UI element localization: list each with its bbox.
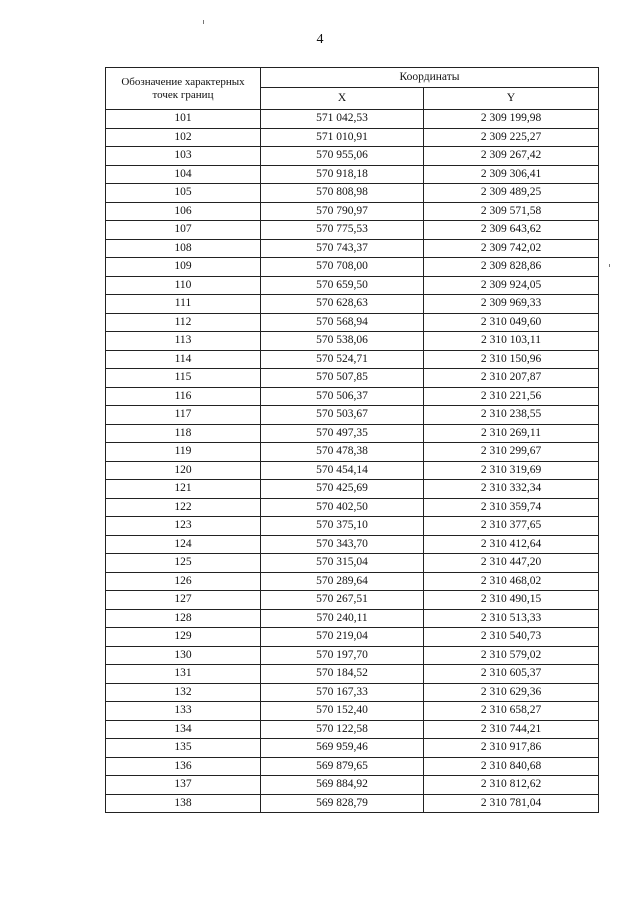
table-row <box>106 406 599 425</box>
cell-x: 570 507,85 <box>261 369 424 388</box>
cell-point: 134 <box>106 720 261 739</box>
cell-y: 2 310 812,62 <box>424 776 599 795</box>
table-row <box>106 480 599 499</box>
cell-point: 129 <box>106 628 261 647</box>
table-row <box>106 387 599 406</box>
table-row <box>106 147 599 166</box>
cell-point: 115 <box>106 369 261 388</box>
table-row <box>106 461 599 480</box>
cell-y: 2 310 781,04 <box>424 794 599 813</box>
cell-point: 114 <box>106 350 261 369</box>
cell-y: 2 310 103,11 <box>424 332 599 351</box>
cell-x: 569 884,92 <box>261 776 424 795</box>
table-row <box>106 757 599 776</box>
cell-y: 2 310 540,73 <box>424 628 599 647</box>
cell-y: 2 309 742,02 <box>424 239 599 258</box>
table-row <box>106 739 599 758</box>
cell-y: 2 309 225,27 <box>424 128 599 147</box>
table-row <box>106 535 599 554</box>
cell-point: 109 <box>106 258 261 277</box>
cell-x: 570 343,70 <box>261 535 424 554</box>
cell-x: 570 289,64 <box>261 572 424 591</box>
cell-x: 570 955,06 <box>261 147 424 166</box>
cell-point: 135 <box>106 739 261 758</box>
cell-x: 570 790,97 <box>261 202 424 221</box>
cell-point: 127 <box>106 591 261 610</box>
cell-point: 132 <box>106 683 261 702</box>
cell-point: 130 <box>106 646 261 665</box>
cell-point: 103 <box>106 147 261 166</box>
cell-point: 110 <box>106 276 261 295</box>
cell-x: 570 708,00 <box>261 258 424 277</box>
cell-x: 569 828,79 <box>261 794 424 813</box>
table-row <box>106 776 599 795</box>
cell-y: 2 309 199,98 <box>424 110 599 129</box>
cell-x: 570 454,14 <box>261 461 424 480</box>
cell-point: 120 <box>106 461 261 480</box>
cell-point: 124 <box>106 535 261 554</box>
cell-y: 2 310 269,11 <box>424 424 599 443</box>
cell-y: 2 310 049,60 <box>424 313 599 332</box>
cell-y: 2 309 489,25 <box>424 184 599 203</box>
page-number: 4 <box>316 32 324 47</box>
table-body <box>106 110 599 813</box>
cell-x: 570 743,37 <box>261 239 424 258</box>
cell-point: 138 <box>106 794 261 813</box>
table-row <box>106 683 599 702</box>
cell-y: 2 309 306,41 <box>424 165 599 184</box>
cell-x: 570 503,67 <box>261 406 424 425</box>
cell-x: 570 478,38 <box>261 443 424 462</box>
cell-y: 2 310 447,20 <box>424 554 599 573</box>
cell-y: 2 310 490,15 <box>424 591 599 610</box>
cell-y: 2 309 924,05 <box>424 276 599 295</box>
cell-y: 2 310 332,34 <box>424 480 599 499</box>
cell-y: 2 310 238,55 <box>424 406 599 425</box>
cell-x: 570 425,69 <box>261 480 424 499</box>
cell-x: 570 659,50 <box>261 276 424 295</box>
cell-point: 123 <box>106 517 261 536</box>
cell-point: 137 <box>106 776 261 795</box>
cell-y: 2 309 643,62 <box>424 221 599 240</box>
coordinates-table <box>105 67 599 813</box>
cell-y: 2 310 629,36 <box>424 683 599 702</box>
table-row <box>106 591 599 610</box>
cell-point: 111 <box>106 295 261 314</box>
cell-x: 570 152,40 <box>261 702 424 721</box>
table-row <box>106 609 599 628</box>
table-row <box>106 276 599 295</box>
table-row <box>106 369 599 388</box>
cell-point: 105 <box>106 184 261 203</box>
table-row <box>106 332 599 351</box>
cell-y: 2 310 579,02 <box>424 646 599 665</box>
cell-point: 113 <box>106 332 261 351</box>
scan-mark-top <box>203 20 204 24</box>
cell-x: 570 918,18 <box>261 165 424 184</box>
cell-y: 2 310 150,96 <box>424 350 599 369</box>
cell-y: 2 310 917,86 <box>424 739 599 758</box>
table-row <box>106 498 599 517</box>
table-row <box>106 350 599 369</box>
cell-point: 112 <box>106 313 261 332</box>
table-row <box>106 258 599 277</box>
cell-point: 102 <box>106 128 261 147</box>
cell-x: 570 219,04 <box>261 628 424 647</box>
cell-point: 133 <box>106 702 261 721</box>
cell-y: 2 310 359,74 <box>424 498 599 517</box>
cell-x: 570 122,58 <box>261 720 424 739</box>
cell-point: 131 <box>106 665 261 684</box>
cell-x: 569 879,65 <box>261 757 424 776</box>
cell-x: 570 775,53 <box>261 221 424 240</box>
cell-point: 121 <box>106 480 261 499</box>
cell-x: 569 959,46 <box>261 739 424 758</box>
table-row <box>106 184 599 203</box>
header-point-label: Обозначение характерных точек границ <box>106 68 261 110</box>
cell-y: 2 309 969,33 <box>424 295 599 314</box>
cell-y: 2 310 207,87 <box>424 369 599 388</box>
cell-point: 122 <box>106 498 261 517</box>
table-row <box>106 202 599 221</box>
table-row <box>106 443 599 462</box>
scan-mark-right <box>609 264 610 267</box>
cell-y: 2 310 513,33 <box>424 609 599 628</box>
cell-point: 126 <box>106 572 261 591</box>
cell-x: 571 042,53 <box>261 110 424 129</box>
cell-y: 2 310 658,27 <box>424 702 599 721</box>
cell-x: 570 197,70 <box>261 646 424 665</box>
header-coordinates: Координаты <box>261 68 599 88</box>
cell-x: 570 167,33 <box>261 683 424 702</box>
table-row <box>106 702 599 721</box>
table-row <box>106 165 599 184</box>
cell-point: 117 <box>106 406 261 425</box>
header-x: X <box>261 88 424 110</box>
table-row <box>106 313 599 332</box>
table-row <box>106 554 599 573</box>
cell-x: 571 010,91 <box>261 128 424 147</box>
table-row <box>106 221 599 240</box>
table-row <box>106 628 599 647</box>
cell-x: 570 402,50 <box>261 498 424 517</box>
cell-y: 2 310 377,65 <box>424 517 599 536</box>
cell-y: 2 309 571,58 <box>424 202 599 221</box>
cell-y: 2 310 468,02 <box>424 572 599 591</box>
cell-y: 2 310 319,69 <box>424 461 599 480</box>
cell-point: 116 <box>106 387 261 406</box>
cell-y: 2 310 412,64 <box>424 535 599 554</box>
cell-y: 2 310 744,21 <box>424 720 599 739</box>
cell-y: 2 310 840,68 <box>424 757 599 776</box>
cell-x: 570 184,52 <box>261 665 424 684</box>
table-row <box>106 665 599 684</box>
cell-x: 570 628,63 <box>261 295 424 314</box>
cell-x: 570 538,06 <box>261 332 424 351</box>
table-header <box>106 68 599 110</box>
table-row <box>106 424 599 443</box>
cell-y: 2 309 828,86 <box>424 258 599 277</box>
cell-x: 570 315,04 <box>261 554 424 573</box>
table-row <box>106 720 599 739</box>
cell-x: 570 375,10 <box>261 517 424 536</box>
cell-x: 570 808,98 <box>261 184 424 203</box>
cell-y: 2 310 221,56 <box>424 387 599 406</box>
cell-point: 125 <box>106 554 261 573</box>
cell-x: 570 267,51 <box>261 591 424 610</box>
cell-x: 570 506,37 <box>261 387 424 406</box>
cell-point: 106 <box>106 202 261 221</box>
table-row <box>106 295 599 314</box>
cell-point: 119 <box>106 443 261 462</box>
header-y: Y <box>424 88 599 110</box>
cell-y: 2 310 299,67 <box>424 443 599 462</box>
cell-point: 136 <box>106 757 261 776</box>
cell-point: 101 <box>106 110 261 129</box>
table-row <box>106 128 599 147</box>
cell-point: 104 <box>106 165 261 184</box>
table-row <box>106 572 599 591</box>
cell-point: 128 <box>106 609 261 628</box>
cell-x: 570 240,11 <box>261 609 424 628</box>
cell-y: 2 310 605,37 <box>424 665 599 684</box>
cell-y: 2 309 267,42 <box>424 147 599 166</box>
table-row <box>106 646 599 665</box>
table-row <box>106 794 599 813</box>
table-row <box>106 239 599 258</box>
cell-x: 570 524,71 <box>261 350 424 369</box>
table-row <box>106 110 599 129</box>
cell-point: 108 <box>106 239 261 258</box>
cell-point: 118 <box>106 424 261 443</box>
table-row <box>106 517 599 536</box>
cell-point: 107 <box>106 221 261 240</box>
cell-x: 570 497,35 <box>261 424 424 443</box>
cell-x: 570 568,94 <box>261 313 424 332</box>
